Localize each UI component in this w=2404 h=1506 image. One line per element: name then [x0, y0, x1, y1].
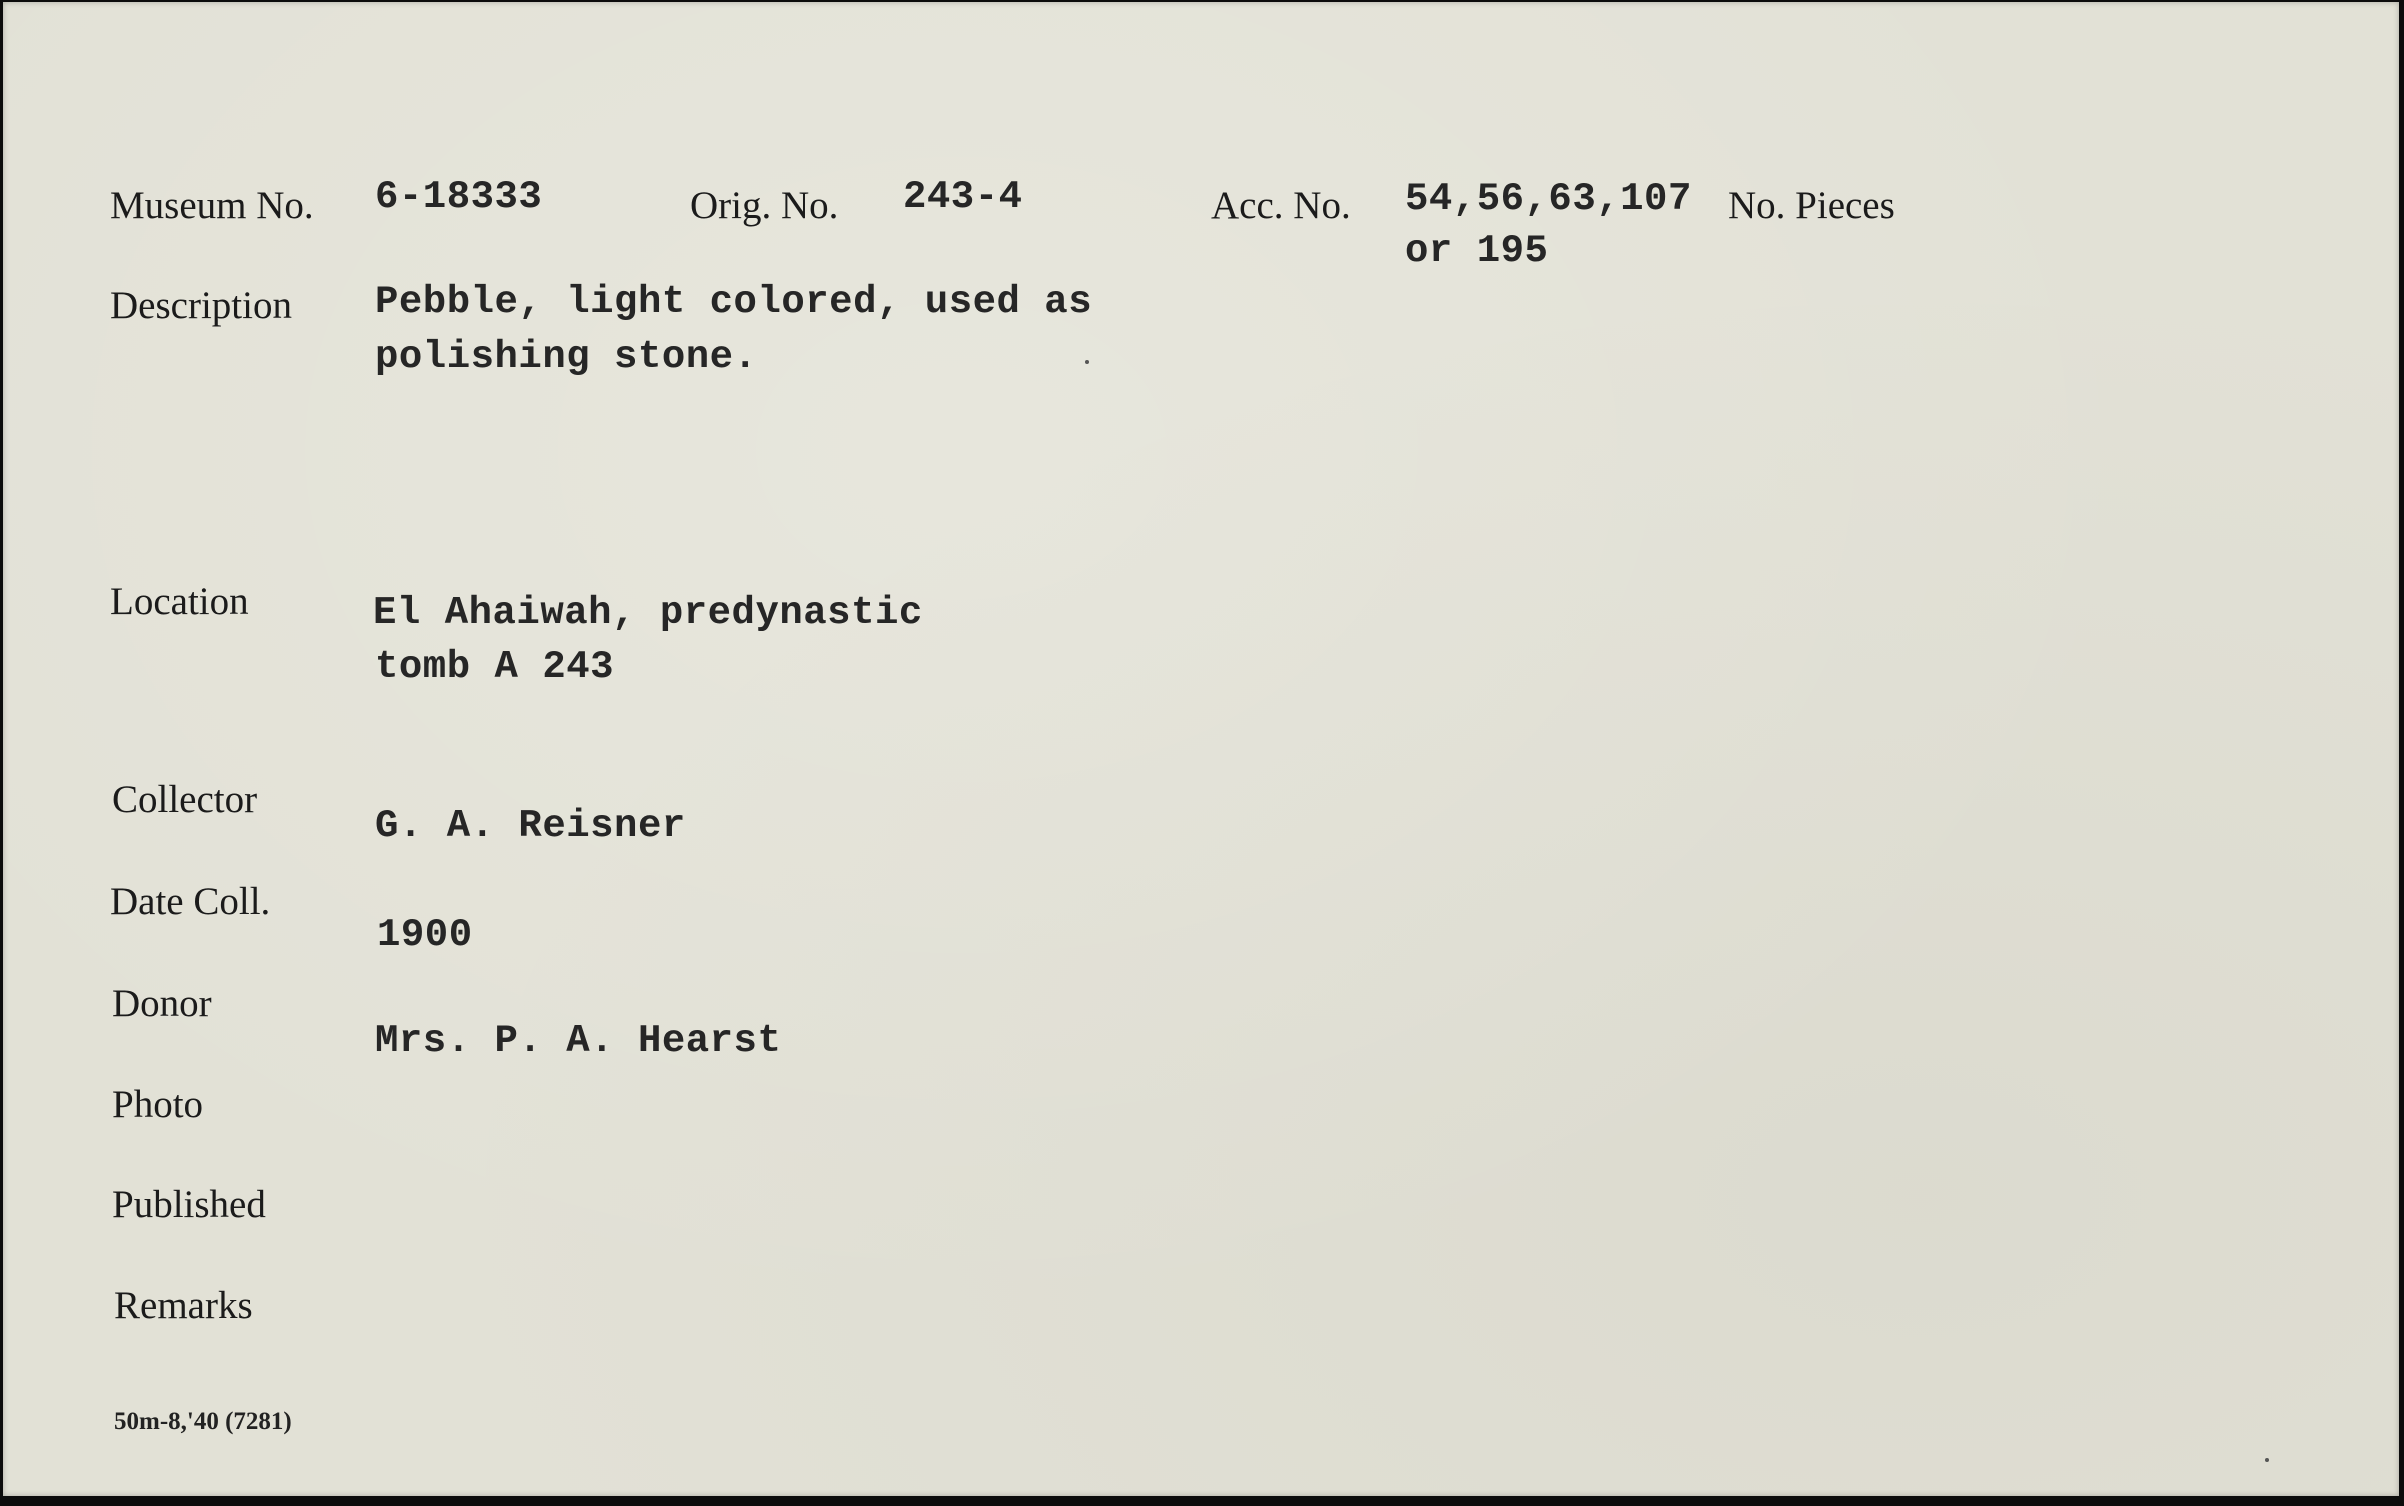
label-acc-no: Acc. No. [1211, 184, 1351, 227]
value-date-coll: 1900 [377, 913, 473, 957]
value-location-line1: El Ahaiwah, predynastic [373, 591, 923, 635]
scan-speck [1085, 360, 1089, 364]
value-description-line1: Pebble, light colored, used as [375, 280, 1093, 324]
label-museum-no: Museum No. [110, 184, 314, 227]
label-description: Description [110, 284, 292, 327]
value-orig-no: 243-4 [903, 175, 1023, 219]
label-collector: Collector [112, 778, 258, 821]
scan-speck [2265, 1458, 2269, 1462]
label-donor: Donor [112, 982, 212, 1025]
label-photo: Photo [112, 1083, 204, 1126]
label-remarks: Remarks [114, 1284, 253, 1327]
catalog-card [3, 2, 2399, 1496]
value-collector: G. A. Reisner [375, 804, 686, 848]
footer-print-code: 50m-8,'40 (7281) [114, 1408, 292, 1435]
value-donor: Mrs. P. A. Hearst [375, 1019, 782, 1063]
label-published: Published [112, 1183, 266, 1226]
value-description-line2: polishing stone. [375, 335, 758, 379]
label-location: Location [110, 580, 249, 623]
value-museum-no: 6-18333 [375, 175, 543, 219]
label-no-pieces: No. Pieces [1728, 184, 1895, 227]
value-acc-no-line1: 54,56,63,107 [1405, 177, 1692, 221]
value-acc-no-line2: or 195 [1405, 229, 1549, 273]
value-location-line2: tomb A 243 [375, 645, 615, 689]
label-orig-no: Orig. No. [690, 184, 839, 227]
label-date-coll: Date Coll. [110, 880, 271, 923]
